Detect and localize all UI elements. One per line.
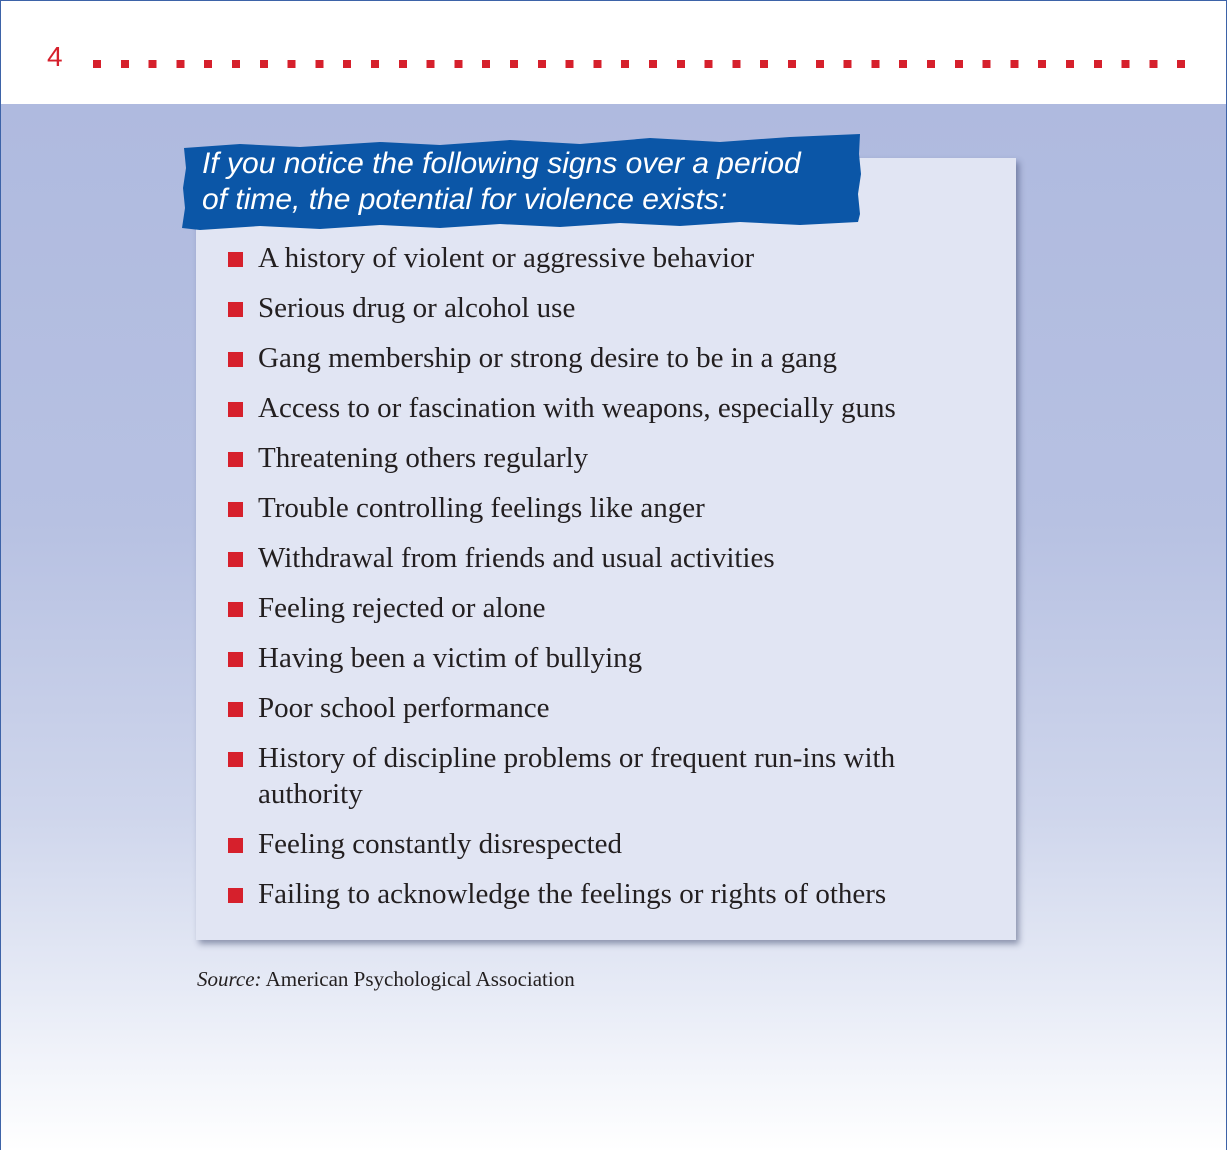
list-item-text: Gang membership or strong desire to be in a gang	[258, 342, 838, 374]
square-bullet-icon	[228, 402, 243, 417]
list-item-text: Feeling constantly disrespected	[258, 828, 623, 860]
list-item	[228, 590, 988, 626]
list-item	[228, 340, 988, 376]
square-bullet-icon	[228, 252, 243, 267]
list-item	[228, 540, 988, 576]
list-item-text: Feeling rejected or alone	[258, 592, 546, 624]
list-item	[228, 826, 988, 862]
square-bullet-icon	[228, 502, 243, 517]
list-item	[228, 740, 988, 812]
list-item	[228, 290, 988, 326]
warning-signs-list	[228, 240, 988, 926]
list-item-text: Access to or fascination with weapons, especially guns	[258, 392, 896, 424]
heading-banner	[180, 134, 864, 230]
banner-line-2: of time, the potential for violence exists:	[202, 183, 728, 216]
list-item-text: Having been a victim of bullying	[258, 642, 643, 674]
source-label: Source:	[197, 967, 262, 991]
banner-line-1: If you notice the following signs over a period	[202, 147, 801, 180]
list-item-text: Threatening others regularly	[258, 442, 589, 474]
list-item	[228, 440, 988, 476]
list-item-text: Serious drug or alcohol use	[258, 292, 576, 324]
square-bullet-icon	[228, 452, 243, 467]
header-band	[1, 1, 1226, 104]
dotted-rule	[93, 60, 1193, 68]
square-bullet-icon	[228, 652, 243, 667]
list-item	[228, 390, 988, 426]
list-item-text: A history of violent or aggressive behavior	[258, 242, 755, 274]
list-item-text: History of discipline problems or frequent run-ins with authority	[258, 742, 896, 810]
square-bullet-icon	[228, 352, 243, 367]
list-item-text: Trouble controlling feelings like anger	[258, 492, 705, 524]
square-bullet-icon	[228, 838, 243, 853]
page-number: 4	[47, 41, 63, 72]
square-bullet-icon	[228, 702, 243, 717]
list-item-text: Withdrawal from friends and usual activities	[258, 542, 775, 574]
source-text: American Psychological Association	[265, 967, 575, 991]
list-item-text: Failing to acknowledge the feelings or rights of others	[258, 878, 887, 910]
square-bullet-icon	[228, 602, 243, 617]
source-citation	[197, 967, 575, 992]
square-bullet-icon	[228, 552, 243, 567]
square-bullet-icon	[228, 888, 243, 903]
list-item	[228, 490, 988, 526]
square-bullet-icon	[228, 302, 243, 317]
banner-heading	[202, 146, 852, 218]
list-item	[228, 640, 988, 676]
list-item-text: Poor school performance	[258, 692, 550, 724]
list-item	[228, 876, 988, 912]
list-item	[228, 240, 988, 276]
list-item	[228, 690, 988, 726]
square-bullet-icon	[228, 752, 243, 767]
